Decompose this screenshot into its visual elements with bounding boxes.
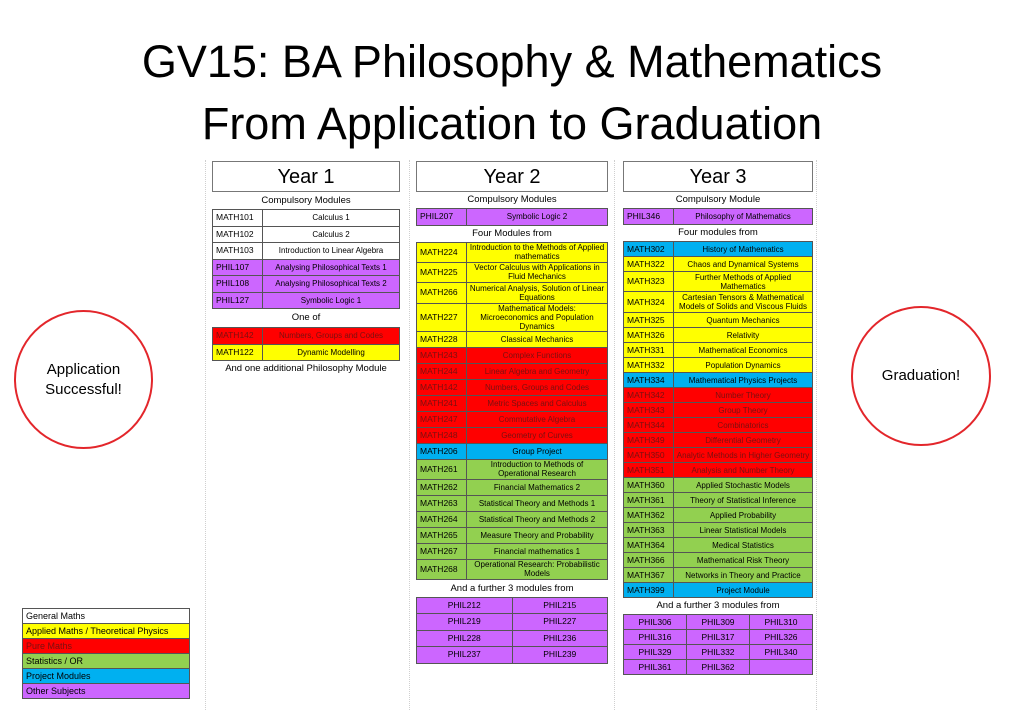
- module-row: [417, 242, 608, 262]
- module-code: MATH332: [624, 358, 674, 373]
- module-row: [213, 276, 400, 293]
- legend-item: [23, 624, 190, 639]
- phil-module-code: PHIL316: [624, 630, 687, 645]
- module-row: [624, 433, 813, 448]
- legend-label: Pure Maths: [23, 639, 190, 654]
- phil-module-code: PHIL329: [624, 645, 687, 660]
- module-row: [624, 583, 813, 598]
- module-name: Applied Probability: [674, 508, 813, 523]
- year-1-oneof-table: [212, 327, 400, 361]
- module-name: Relativity: [674, 328, 813, 343]
- module-name: Analysis and Number Theory: [674, 463, 813, 478]
- module-code: MATH399: [624, 583, 674, 598]
- module-row: [417, 511, 608, 527]
- module-name: Combinatorics: [674, 418, 813, 433]
- legend-item: [23, 609, 190, 624]
- module-name: Statistical Theory and Methods 1: [467, 495, 608, 511]
- module-name: Linear Statistical Models: [674, 523, 813, 538]
- module-name: Analytic Methods in Higher Geometry: [674, 448, 813, 463]
- phil-row: [417, 647, 608, 664]
- year-3-compulsory-label: Compulsory Module: [675, 194, 761, 205]
- module-row: [417, 209, 608, 226]
- module-row: [624, 388, 813, 403]
- module-code: MATH361: [624, 493, 674, 508]
- module-name: Medical Statistics: [674, 538, 813, 553]
- module-row: [624, 493, 813, 508]
- module-code: MATH324: [624, 292, 674, 313]
- module-code: MATH224: [417, 242, 467, 262]
- phil-module-code: PHIL237: [417, 647, 513, 664]
- module-name: Differential Geometry: [674, 433, 813, 448]
- module-code: MATH244: [417, 363, 467, 379]
- year-2-compulsory-table: [416, 208, 608, 226]
- legend-label: Project Modules: [23, 669, 190, 684]
- module-code: MATH142: [417, 379, 467, 395]
- phil-module-code: PHIL215: [512, 597, 608, 614]
- module-row: [624, 478, 813, 493]
- module-row: [417, 427, 608, 443]
- year-3-compulsory-table: [623, 208, 813, 225]
- column-guide: [816, 160, 817, 710]
- module-name: Analysing Philosophical Texts 1: [263, 259, 400, 276]
- phil-module-code: PHIL227: [512, 614, 608, 631]
- application-successful-circle: Application Successful!: [14, 310, 153, 449]
- module-name: Introduction to Methods of Operational Research: [467, 459, 608, 479]
- phil-module-code: [750, 660, 813, 675]
- module-code: MATH227: [417, 303, 467, 331]
- module-name: Networks in Theory and Practice: [674, 568, 813, 583]
- module-code: MATH342: [624, 388, 674, 403]
- module-row: [624, 508, 813, 523]
- module-row: [417, 363, 608, 379]
- phil-module-code: PHIL310: [750, 615, 813, 630]
- module-row: [624, 403, 813, 418]
- year-3-options-table: [623, 241, 813, 598]
- module-row: [624, 272, 813, 292]
- phil-row: [624, 645, 813, 660]
- module-code: MATH366: [624, 553, 674, 568]
- module-name: Commutative Algebra: [467, 411, 608, 427]
- year-3-header: Year 3: [623, 161, 813, 192]
- module-code: MATH206: [417, 443, 467, 459]
- module-name: Numbers, Groups and Codes: [467, 379, 608, 395]
- year-3-further-label: And a further 3 modules from: [656, 600, 780, 611]
- module-code: MATH247: [417, 411, 467, 427]
- module-name: Calculus 2: [263, 226, 400, 243]
- phil-row: [417, 597, 608, 614]
- module-row: [417, 262, 608, 282]
- legend-table: [22, 608, 190, 699]
- column-guide: [614, 160, 615, 710]
- module-code: PHIL207: [417, 209, 467, 226]
- page-title-line-1: GV15: BA Philosophy & Mathematics: [141, 36, 883, 87]
- column-guide: [205, 160, 206, 710]
- module-name: Project Module: [674, 583, 813, 598]
- phil-module-code: PHIL219: [417, 614, 513, 631]
- legend-item: [23, 654, 190, 669]
- year-2-four-modules-label: Four Modules from: [472, 227, 552, 239]
- module-row: [213, 226, 400, 243]
- year-1-additional-label: And one additional Philosophy Module: [225, 363, 387, 374]
- module-code: MATH261: [417, 459, 467, 479]
- phil-module-code: PHIL326: [750, 630, 813, 645]
- module-row: [624, 358, 813, 373]
- module-code: MATH344: [624, 418, 674, 433]
- module-row: [213, 328, 400, 345]
- module-row: [417, 459, 608, 479]
- module-code: MATH326: [624, 328, 674, 343]
- module-row: [417, 527, 608, 543]
- module-code: MATH262: [417, 479, 467, 495]
- module-code: MATH351: [624, 463, 674, 478]
- module-row: [624, 463, 813, 478]
- module-row: [624, 209, 813, 225]
- module-name: Mathematical Economics: [674, 343, 813, 358]
- module-row: [213, 259, 400, 276]
- module-name: Number Theory: [674, 388, 813, 403]
- module-code: MATH343: [624, 403, 674, 418]
- phil-row: [417, 614, 608, 631]
- module-code: MATH243: [417, 347, 467, 363]
- phil-module-code: PHIL340: [750, 645, 813, 660]
- module-code: MATH268: [417, 559, 467, 579]
- module-row: [624, 553, 813, 568]
- module-name: Introduction to Linear Algebra: [263, 243, 400, 260]
- module-code: MATH101: [213, 210, 263, 227]
- module-code: MATH334: [624, 373, 674, 388]
- module-code: MATH142: [213, 328, 263, 345]
- module-name: Calculus 1: [263, 210, 400, 227]
- phil-module-code: PHIL317: [687, 630, 750, 645]
- module-name: Metric Spaces and Calculus: [467, 395, 608, 411]
- phil-module-code: PHIL332: [687, 645, 750, 660]
- phil-row: [417, 630, 608, 647]
- module-row: [417, 331, 608, 347]
- module-code: MATH263: [417, 495, 467, 511]
- module-name: Linear Algebra and Geometry: [467, 363, 608, 379]
- phil-module-code: PHIL361: [624, 660, 687, 675]
- module-name: Mathematical Models: Microeconomics and Population Dynamics: [467, 303, 608, 331]
- phil-module-code: PHIL309: [687, 615, 750, 630]
- phil-module-code: PHIL306: [624, 615, 687, 630]
- module-name: History of Mathematics: [674, 242, 813, 257]
- module-code: MATH122: [213, 344, 263, 361]
- module-row: [624, 292, 813, 313]
- module-code: MATH367: [624, 568, 674, 583]
- module-row: [417, 559, 608, 579]
- module-code: MATH349: [624, 433, 674, 448]
- module-code: PHIL346: [624, 209, 674, 225]
- module-row: [624, 568, 813, 583]
- module-name: Symbolic Logic 2: [467, 209, 608, 226]
- module-row: [417, 411, 608, 427]
- year-1-compulsory-label: Compulsory Modules: [261, 195, 351, 206]
- module-name: Operational Research: Probabilistic Models: [467, 559, 608, 579]
- module-code: MATH248: [417, 427, 467, 443]
- legend-label: Applied Maths / Theoretical Physics: [23, 624, 190, 639]
- module-row: [624, 343, 813, 358]
- module-row: [417, 282, 608, 303]
- phil-module-code: PHIL212: [417, 597, 513, 614]
- module-code: MATH102: [213, 226, 263, 243]
- module-code: MATH103: [213, 243, 263, 260]
- year-1-header: Year 1: [212, 161, 400, 192]
- module-name: Complex Functions: [467, 347, 608, 363]
- module-code: MATH241: [417, 395, 467, 411]
- module-name: Mathematical Risk Theory: [674, 553, 813, 568]
- module-row: [624, 257, 813, 272]
- module-row: [417, 479, 608, 495]
- module-name: Classical Mechanics: [467, 331, 608, 347]
- year-2-column: [416, 161, 608, 664]
- module-name: Vector Calculus with Applications in Fluid Mechanics: [467, 262, 608, 282]
- module-code: MATH267: [417, 543, 467, 559]
- year-1-oneof-label: One of: [291, 312, 321, 323]
- module-row: [624, 523, 813, 538]
- graduation-circle: Graduation!: [851, 306, 991, 446]
- module-name: Philosophy of Mathematics: [674, 209, 813, 225]
- module-code: MATH331: [624, 343, 674, 358]
- phil-module-code: PHIL228: [417, 630, 513, 647]
- module-name: Dynamic Modelling: [263, 344, 400, 361]
- module-row: [213, 292, 400, 309]
- module-name: Population Dynamics: [674, 358, 813, 373]
- module-row: [624, 373, 813, 388]
- legend-label: Other Subjects: [23, 684, 190, 699]
- module-code: MATH225: [417, 262, 467, 282]
- phil-module-code: PHIL236: [512, 630, 608, 647]
- year-3-column: [623, 161, 813, 675]
- module-name: Cartesian Tensors & Mathematical Models of Solids and Viscous Fluids: [674, 292, 813, 313]
- module-code: MATH350: [624, 448, 674, 463]
- module-row: [213, 344, 400, 361]
- module-code: MATH323: [624, 272, 674, 292]
- module-row: [624, 448, 813, 463]
- module-row: [417, 379, 608, 395]
- module-code: MATH362: [624, 508, 674, 523]
- module-name: Geometry of Curves: [467, 427, 608, 443]
- module-name: Group Project: [467, 443, 608, 459]
- module-row: [417, 543, 608, 559]
- module-name: Financial mathematics 1: [467, 543, 608, 559]
- year-2-options-table: [416, 242, 608, 580]
- year-2-further-label: And a further 3 modules from: [450, 582, 574, 594]
- year-3-four-modules-label: Four modules from: [678, 227, 758, 238]
- legend-label: Statistics / OR: [23, 654, 190, 669]
- module-code: MATH363: [624, 523, 674, 538]
- phil-module-code: PHIL362: [687, 660, 750, 675]
- year-1-column: [212, 161, 400, 377]
- module-name: Introduction to the Methods of Applied mathematics: [467, 242, 608, 262]
- legend-item: [23, 669, 190, 684]
- module-code: PHIL127: [213, 292, 263, 309]
- module-code: MATH325: [624, 313, 674, 328]
- module-row: [624, 242, 813, 257]
- phil-row: [624, 660, 813, 675]
- year-2-compulsory-label: Compulsory Modules: [467, 194, 557, 205]
- module-code: MATH228: [417, 331, 467, 347]
- module-name: Mathematical Physics Projects: [674, 373, 813, 388]
- column-guide: [409, 160, 410, 710]
- page-title-line-2: From Application to Graduation: [201, 98, 823, 149]
- module-row: [624, 418, 813, 433]
- year-3-phil-table: [623, 614, 813, 675]
- year-1-compulsory-table: [212, 209, 400, 309]
- module-code: MATH264: [417, 511, 467, 527]
- module-row: [624, 328, 813, 343]
- module-row: [417, 443, 608, 459]
- module-name: Numbers, Groups and Codes: [263, 328, 400, 345]
- module-name: Symbolic Logic 1: [263, 292, 400, 309]
- phil-row: [624, 615, 813, 630]
- legend-label: General Maths: [23, 609, 190, 624]
- module-name: Measure Theory and Probability: [467, 527, 608, 543]
- module-code: PHIL107: [213, 259, 263, 276]
- module-row: [417, 347, 608, 363]
- phil-row: [624, 630, 813, 645]
- module-row: [624, 538, 813, 553]
- phil-module-code: PHIL239: [512, 647, 608, 664]
- module-name: Applied Stochastic Models: [674, 478, 813, 493]
- module-code: MATH364: [624, 538, 674, 553]
- module-code: PHIL108: [213, 276, 263, 293]
- module-code: MATH360: [624, 478, 674, 493]
- module-row: [417, 303, 608, 331]
- module-name: Analysing Philosophical Texts 2: [263, 276, 400, 293]
- module-name: Numerical Analysis, Solution of Linear Equations: [467, 282, 608, 303]
- year-2-phil-table: [416, 597, 608, 664]
- module-row: [213, 210, 400, 227]
- module-code: MATH322: [624, 257, 674, 272]
- module-name: Group Theory: [674, 403, 813, 418]
- module-name: Quantum Mechanics: [674, 313, 813, 328]
- module-code: MATH265: [417, 527, 467, 543]
- module-row: [624, 313, 813, 328]
- legend-item: [23, 639, 190, 654]
- module-name: Statistical Theory and Methods 2: [467, 511, 608, 527]
- module-name: Further Methods of Applied Mathematics: [674, 272, 813, 292]
- legend-item: [23, 684, 190, 699]
- module-name: Chaos and Dynamical Systems: [674, 257, 813, 272]
- module-name: Financial Mathematics 2: [467, 479, 608, 495]
- module-code: MATH302: [624, 242, 674, 257]
- module-row: [417, 395, 608, 411]
- module-row: [213, 243, 400, 260]
- year-2-header: Year 2: [416, 161, 608, 192]
- module-row: [417, 495, 608, 511]
- module-code: MATH266: [417, 282, 467, 303]
- module-name: Theory of Statistical Inference: [674, 493, 813, 508]
